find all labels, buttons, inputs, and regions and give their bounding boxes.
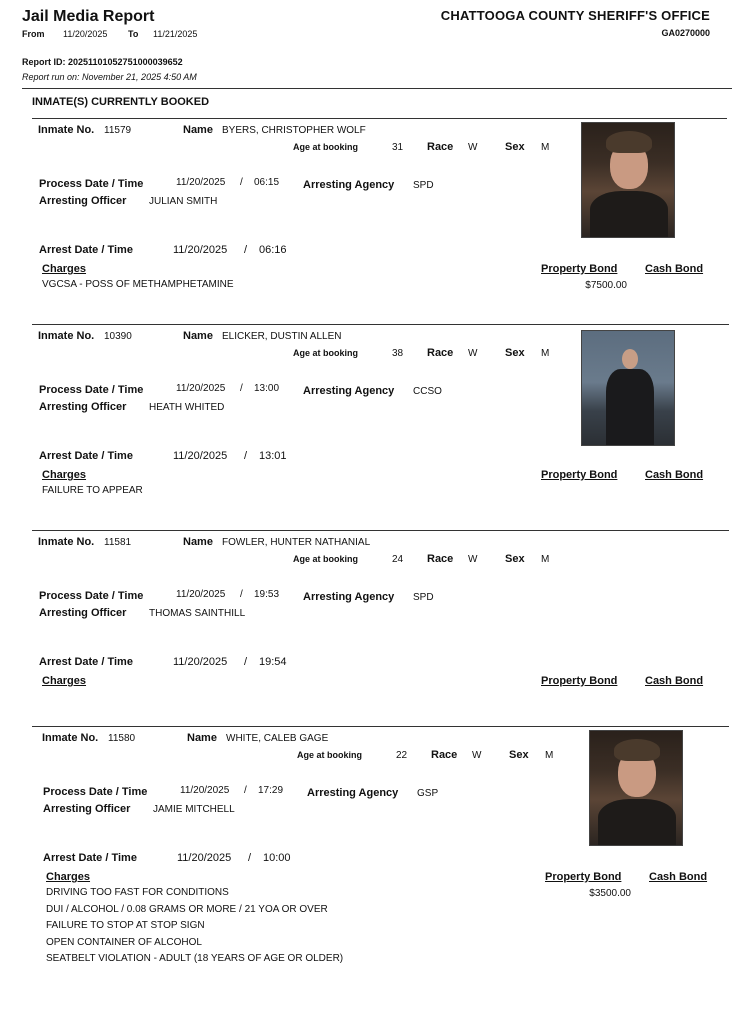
process-label: Process Date / Time — [39, 178, 144, 190]
race-label: Race — [431, 749, 458, 761]
officer-value: THOMAS SAINTHILL — [149, 608, 246, 619]
charges-label: Charges — [42, 469, 87, 481]
inmate-number: 11580 — [108, 733, 136, 744]
agency-label: Arresting Agency — [303, 591, 395, 603]
report-run: Report run on: November 21, 2025 4:50 AM — [22, 72, 197, 82]
inmate-photo — [581, 330, 675, 446]
agency-label: Arresting Agency — [303, 385, 395, 397]
charge-item: VGCSA - POSS OF METHAMPHETAMINE — [42, 279, 234, 290]
inmate-number: 11579 — [104, 125, 132, 136]
arrest-time: 10:00 — [263, 852, 291, 864]
arrest-label: Arrest Date / Time — [39, 450, 133, 462]
name-label: Name — [183, 536, 213, 548]
sex-label: Sex — [505, 553, 525, 565]
section-title: INMATE(S) CURRENTLY BOOKED — [32, 96, 210, 108]
property-bond-label: Property Bond — [541, 263, 618, 275]
arrest-time: 06:16 — [259, 244, 287, 256]
age-label: Age at booking — [293, 348, 358, 358]
arrest-date: 11/20/2025 — [173, 656, 228, 668]
process-date: 11/20/2025 — [176, 177, 226, 188]
age-label: Age at booking — [293, 554, 358, 564]
office-name: CHATTOOGA COUNTY SHERIFF'S OFFICE — [440, 8, 710, 23]
process-label: Process Date / Time — [43, 786, 148, 798]
process-time: 17:29 — [258, 785, 284, 796]
process-slash: / — [240, 383, 243, 394]
officer-value: HEATH WHITED — [149, 402, 225, 413]
inmate-no-label: Inmate No. — [38, 124, 95, 136]
name-label: Name — [183, 124, 213, 136]
officer-label: Arresting Officer — [39, 607, 127, 619]
inmate-record — [0, 324, 750, 524]
sex-label: Sex — [505, 347, 525, 359]
agency-label: Arresting Agency — [303, 179, 395, 191]
agency-value: CCSO — [413, 386, 442, 397]
cash-bond-label: Cash Bond — [645, 263, 704, 275]
race-value: W — [472, 750, 482, 761]
agency-label: Arresting Agency — [307, 787, 399, 799]
process-label: Process Date / Time — [39, 384, 144, 396]
org-code: GA0270000 — [661, 28, 710, 38]
property-bond-label: Property Bond — [541, 675, 618, 687]
process-date: 11/20/2025 — [176, 383, 226, 394]
agency-value: GSP — [417, 788, 439, 799]
name-label: Name — [183, 330, 213, 342]
sex-label: Sex — [509, 749, 529, 761]
charges-label: Charges — [46, 871, 91, 883]
report-id: Report ID: 20251101052751000039652 — [22, 57, 183, 67]
officer-label: Arresting Officer — [39, 401, 127, 413]
arrest-slash: / — [244, 656, 248, 668]
race-label: Race — [427, 141, 454, 153]
process-time: 13:00 — [254, 383, 280, 394]
property-bond-label: Property Bond — [545, 871, 622, 883]
charge-item: FAILURE TO STOP AT STOP SIGN — [46, 920, 205, 931]
process-slash: / — [240, 177, 243, 188]
arrest-label: Arrest Date / Time — [39, 656, 133, 668]
age-label: Age at booking — [297, 750, 362, 760]
arrest-label: Arrest Date / Time — [43, 852, 137, 864]
arrest-date: 11/20/2025 — [177, 852, 232, 864]
age-value: 31 — [392, 142, 404, 153]
officer-label: Arresting Officer — [43, 803, 131, 815]
arrest-label: Arrest Date / Time — [39, 244, 133, 256]
process-time: 19:53 — [254, 589, 280, 600]
process-date: 11/20/2025 — [180, 785, 230, 796]
inmate-no-label: Inmate No. — [38, 330, 95, 342]
to-date: 11/21/2025 — [153, 29, 198, 39]
race-value: W — [468, 554, 478, 565]
from-label: From — [22, 29, 45, 39]
charge-item: DRIVING TOO FAST FOR CONDITIONS — [46, 887, 229, 898]
sex-value: M — [545, 750, 554, 761]
inmate-photo — [581, 122, 675, 238]
process-time: 06:15 — [254, 177, 280, 188]
arrest-date: 11/20/2025 — [173, 450, 228, 462]
race-label: Race — [427, 553, 454, 565]
race-label: Race — [427, 347, 454, 359]
officer-value: JAMIE MITCHELL — [153, 804, 235, 815]
charges-label: Charges — [42, 675, 87, 687]
arrest-time: 13:01 — [259, 450, 287, 462]
inmate-record — [0, 530, 750, 730]
property-bond-label: Property Bond — [541, 469, 618, 481]
age-label: Age at booking — [293, 142, 358, 152]
arrest-slash: / — [244, 244, 248, 256]
inmate-no-label: Inmate No. — [38, 536, 95, 548]
property-bond-value: $3500.00 — [589, 888, 631, 899]
age-value: 38 — [392, 348, 404, 359]
inmate-number: 10390 — [104, 331, 132, 342]
report-title: Jail Media Report — [22, 8, 155, 25]
arrest-slash: / — [248, 852, 252, 864]
charge-item: OPEN CONTAINER OF ALCOHOL — [46, 936, 202, 948]
cash-bond-label: Cash Bond — [649, 871, 708, 883]
inmate-photo — [589, 730, 683, 846]
charges-label: Charges — [42, 263, 87, 275]
inmate-name: BYERS, CHRISTOPHER WOLF — [222, 125, 366, 136]
age-value: 22 — [396, 750, 408, 761]
race-value: W — [468, 142, 478, 153]
from-date: 11/20/2025 — [63, 29, 108, 39]
charge-item: DUI / ALCOHOL / 0.08 GRAMS OR MORE / 21 YOA OR OVER — [46, 903, 328, 915]
officer-value: JULIAN SMITH — [149, 196, 218, 207]
property-bond-value: $7500.00 — [585, 280, 627, 291]
inmate-name: WHITE, CALEB GAGE — [226, 733, 329, 744]
agency-value: SPD — [413, 180, 434, 191]
officer-label: Arresting Officer — [39, 195, 127, 207]
race-value: W — [468, 348, 478, 359]
process-slash: / — [244, 785, 247, 796]
inmate-name: ELICKER, DUSTIN ALLEN — [222, 331, 342, 342]
process-date: 11/20/2025 — [176, 589, 226, 600]
age-value: 24 — [392, 554, 404, 565]
sex-value: M — [541, 554, 550, 565]
name-label: Name — [187, 732, 217, 744]
inmate-record — [0, 118, 750, 318]
inmate-record — [4, 726, 750, 964]
agency-value: SPD — [413, 592, 434, 603]
arrest-slash: / — [244, 450, 248, 462]
process-label: Process Date / Time — [39, 590, 144, 602]
inmate-no-label: Inmate No. — [42, 732, 99, 744]
sex-value: M — [541, 348, 550, 359]
to-label: To — [128, 29, 139, 39]
process-slash: / — [240, 589, 243, 600]
header-divider — [22, 88, 732, 89]
cash-bond-label: Cash Bond — [645, 675, 704, 687]
inmate-number: 11581 — [104, 537, 132, 548]
sex-value: M — [541, 142, 550, 153]
sex-label: Sex — [505, 141, 525, 153]
inmate-name: FOWLER, HUNTER NATHANIAL — [222, 537, 371, 548]
charge-item: FAILURE TO APPEAR — [42, 485, 143, 496]
arrest-date: 11/20/2025 — [173, 244, 228, 256]
arrest-time: 19:54 — [259, 656, 287, 668]
charge-item: SEATBELT VIOLATION - ADULT (18 YEARS OF AGE OR OLDER) — [46, 953, 344, 964]
cash-bond-label: Cash Bond — [645, 469, 704, 481]
